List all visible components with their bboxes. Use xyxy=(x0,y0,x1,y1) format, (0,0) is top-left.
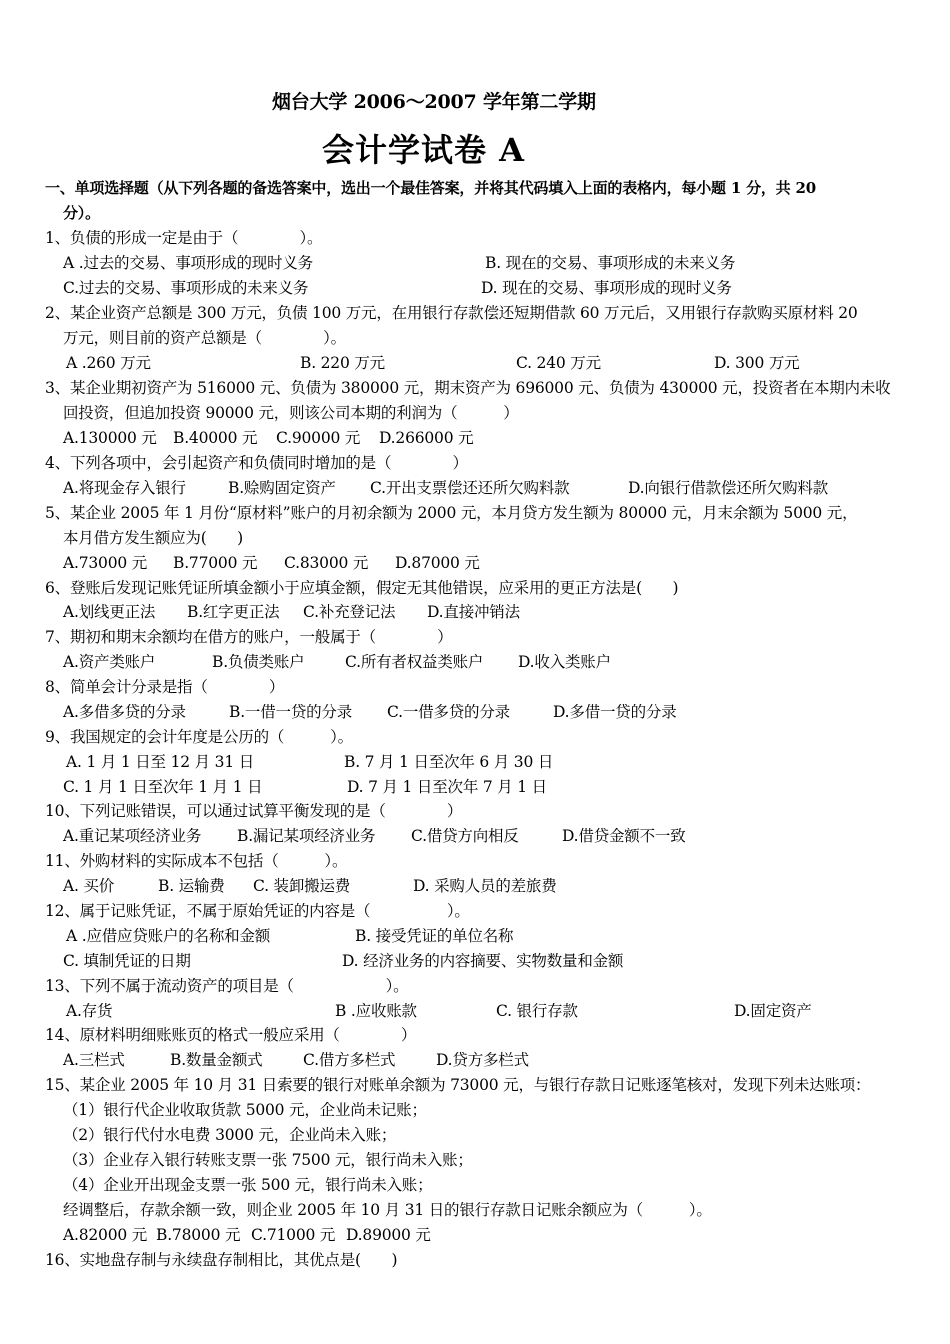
question-10-stem: 10、下列记账错误，可以通过试算平衡发现的是（ ） xyxy=(45,802,463,820)
question-15-stem-tail: 经调整后，存款余额一致，则企业 2005 年 10 月 31 日的银行存款日记账余额应为（ ）。 xyxy=(63,1201,712,1219)
question-15-option-d: D.89000 元 xyxy=(346,1226,431,1244)
question-15-item-2: （2）银行代付水电费 3000 元，企业尚未入账； xyxy=(63,1126,397,1144)
question-5-option-c: C.83000 元 xyxy=(284,554,369,572)
question-6-option-c: C.补充登记法 xyxy=(303,603,396,621)
question-8-option-a: A.多借多贷的分录 xyxy=(63,703,186,721)
question-5-option-d: D.87000 元 xyxy=(395,554,480,572)
question-2-option-b: B. 220 万元 xyxy=(300,354,385,372)
question-7-stem: 7、期初和期末余额均在借方的账户，一般属于（ ） xyxy=(45,628,453,646)
question-5-option-a: A.73000 元 xyxy=(63,554,148,572)
question-7-option-a: A.资产类账户 xyxy=(63,653,156,671)
question-2-stem-cont: 万元，则目前的资产总额是（ ）。 xyxy=(63,329,346,347)
exam-title: 会计学试卷 A xyxy=(322,131,525,169)
question-8-option-d: D.多借一贷的分录 xyxy=(553,703,677,721)
question-1-option-d: D. 现在的交易、事项形成的现时义务 xyxy=(481,279,732,297)
question-12-option-d: D. 经济业务的内容摘要、实物数量和金额 xyxy=(342,952,624,970)
question-1-stem: 1、负债的形成一定是由于（ ）。 xyxy=(45,229,323,247)
question-11-option-a: A. 买价 xyxy=(63,877,115,895)
question-8-option-b: B.一借一贷的分录 xyxy=(229,703,353,721)
question-13-option-c: C. 银行存款 xyxy=(496,1002,578,1020)
question-7-option-c: C.所有者权益类账户 xyxy=(345,653,484,671)
exam-header-term: 烟台大学 2006～2007 学年第二学期 xyxy=(272,91,596,113)
question-14-option-a: A.三栏式 xyxy=(63,1051,125,1069)
question-15-stem: 15、某企业 2005 年 10 月 31 日索要的银行对账单余额为 73000 元，与银行存款日记账逐笔核对，发现下列未达账项： xyxy=(45,1076,871,1094)
question-13-stem: 13、下列不属于流动资产的项目是（ ）。 xyxy=(45,977,409,995)
question-1-option-c: C.过去的交易、事项形成的未来义务 xyxy=(63,279,309,297)
question-2-stem: 2、某企业资产总额是 300 万元，负债 100 万元，在用银行存款偿还短期借款 60 万元后，又用银行存款购买原材料 20 xyxy=(45,304,858,322)
question-1-option-b: B. 现在的交易、事项形成的未来义务 xyxy=(485,254,736,272)
question-5-stem-cont: 本月借方发生额应为( ) xyxy=(63,529,243,547)
question-14-option-c: C.借方多栏式 xyxy=(303,1051,396,1069)
question-9-option-d: D. 7 月 1 日至次年 7 月 1 日 xyxy=(347,778,547,796)
question-12-option-a: A .应借应贷账户的名称和金额 xyxy=(66,927,271,945)
question-4-option-a: A.将现金存入银行 xyxy=(63,479,186,497)
question-15-option-c: C.71000 元 xyxy=(251,1226,336,1244)
question-13-option-b: B .应收账款 xyxy=(335,1002,417,1020)
question-12-stem: 12、属于记账凭证，不属于原始凭证的内容是（ ）。 xyxy=(45,902,470,920)
question-4-option-b: B.赊购固定资产 xyxy=(228,479,336,497)
question-8-option-c: C.一借多贷的分录 xyxy=(387,703,510,721)
question-10-option-c: C.借贷方向相反 xyxy=(411,827,519,845)
question-4-option-c: C.开出支票偿还还所欠购料款 xyxy=(370,479,570,497)
question-2-option-d: D. 300 万元 xyxy=(714,354,800,372)
question-13-option-a: A.存货 xyxy=(66,1002,113,1020)
question-4-stem: 4、下列各项中，会引起资产和负债同时增加的是（ ） xyxy=(45,454,468,472)
question-3-option-a: A.130000 元 xyxy=(63,429,157,447)
question-7-option-d: D.收入类账户 xyxy=(518,653,611,671)
question-9-stem: 9、我国规定的会计年度是公历的（ ）。 xyxy=(45,728,353,746)
question-11-stem: 11、外购材料的实际成本不包括（ ）。 xyxy=(45,852,348,870)
section-title-cont: 分）。 xyxy=(63,204,100,222)
question-14-stem: 14、原材料明细账账页的格式一般应采用（ ） xyxy=(45,1026,417,1044)
question-5-option-b: B.77000 元 xyxy=(173,554,258,572)
question-15-item-1: （1）银行代企业收取货款 5000 元，企业尚未记账； xyxy=(63,1101,427,1119)
question-15-item-3: （3）企业存入银行转账支票一张 7500 元，银行尚未入账； xyxy=(63,1151,473,1169)
question-3-option-c: C.90000 元 xyxy=(276,429,361,447)
question-10-option-a: A.重记某项经济业务 xyxy=(63,827,202,845)
question-15-option-a: A.82000 元 xyxy=(63,1226,148,1244)
question-6-stem: 6、登账后发现记账凭证所填金额小于应填金额，假定无其他错误，应采用的更正方法是( ) xyxy=(45,579,679,597)
question-1-option-a: A .过去的交易、事项形成的现时义务 xyxy=(63,254,313,272)
question-4-option-d: D.向银行借款偿还所欠购料款 xyxy=(628,479,829,497)
question-16-stem: 16、实地盘存制与永续盘存制相比，其优点是( ) xyxy=(45,1251,398,1269)
question-11-option-c: C. 装卸搬运费 xyxy=(253,877,351,895)
question-12-option-b: B. 接受凭证的单位名称 xyxy=(355,927,514,945)
question-9-option-a: A. 1 月 1 日至 12 月 31 日 xyxy=(66,753,255,771)
question-9-option-b: B. 7 月 1 日至次年 6 月 30 日 xyxy=(344,753,554,771)
question-13-option-d: D.固定资产 xyxy=(734,1002,812,1020)
question-3-option-d: D.266000 元 xyxy=(379,429,474,447)
question-6-option-b: B.红字更正法 xyxy=(187,603,280,621)
question-3-stem-cont: 回投资，但追加投资 90000 元，则该公司本期的利润为（ ） xyxy=(63,404,519,422)
question-2-option-c: C. 240 万元 xyxy=(516,354,601,372)
question-8-stem: 8、简单会计分录是指（ ） xyxy=(45,678,285,696)
question-11-option-d: D. 采购人员的差旅费 xyxy=(413,877,557,895)
question-10-option-d: D.借贷金额不一致 xyxy=(562,827,686,845)
question-11-option-b: B. 运输费 xyxy=(158,877,225,895)
question-6-option-a: A.划线更正法 xyxy=(63,603,156,621)
question-7-option-b: B.负债类账户 xyxy=(212,653,305,671)
question-10-option-b: B.漏记某项经济业务 xyxy=(237,827,376,845)
question-5-stem: 5、某企业 2005 年 1 月份“原材料”账户的月初余额为 2000 元，本月贷方发生额为 80000 元，月末余额为 5000 元， xyxy=(45,504,858,522)
question-15-option-b: B.78000 元 xyxy=(156,1226,241,1244)
question-3-stem: 3、某企业期初资产为 516000 元、负债为 380000 元，期末资产为 696000 元、负债为 430000 元，投资者在本期内未收 xyxy=(45,379,891,397)
question-6-option-d: D.直接冲销法 xyxy=(427,603,520,621)
question-14-option-b: B.数量金额式 xyxy=(170,1051,263,1069)
question-15-item-4: （4）企业开出现金支票一张 500 元，银行尚未入账； xyxy=(63,1176,433,1194)
question-3-option-b: B.40000 元 xyxy=(173,429,258,447)
section-title: 一、单项选择题（从下列各题的备选答案中，选出一个最佳答案，并将其代码填入上面的表格内，每小题 1 分，共 20 xyxy=(45,179,816,197)
question-2-option-a: A .260 万元 xyxy=(66,354,151,372)
question-12-option-c: C. 填制凭证的日期 xyxy=(63,952,191,970)
question-14-option-d: D.贷方多栏式 xyxy=(436,1051,529,1069)
question-9-option-c: C. 1 月 1 日至次年 1 月 1 日 xyxy=(63,778,263,796)
